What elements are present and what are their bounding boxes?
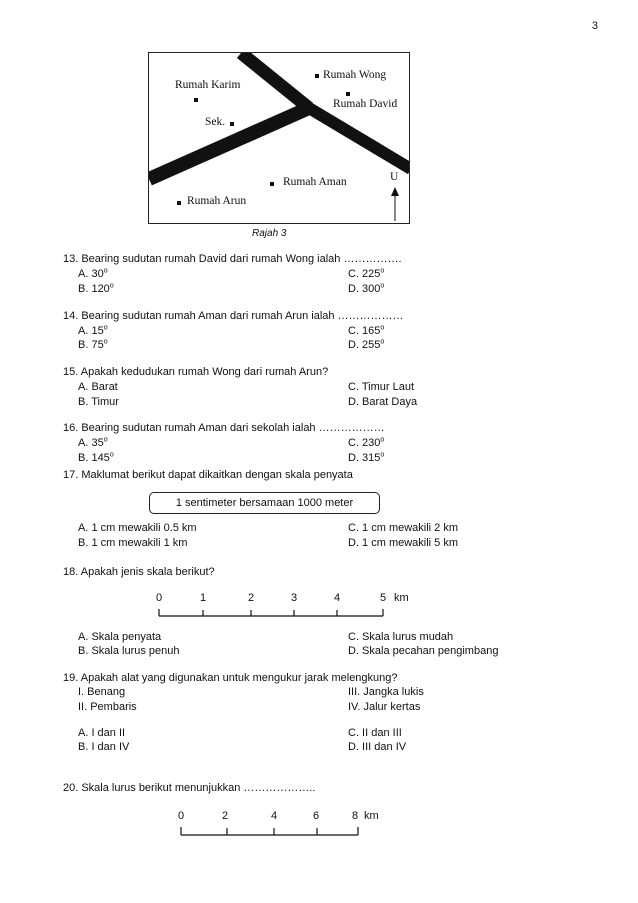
q13-option-a-degree: o xyxy=(103,267,108,275)
q19-option-c[interactable]: C. II dan III xyxy=(348,727,402,739)
scale18-tick-3: 3 xyxy=(291,592,298,604)
q13-option-d-degree: o xyxy=(380,282,385,290)
q14-option-b-degree: o xyxy=(103,338,108,346)
q15-option-d[interactable]: D. Barat Daya xyxy=(348,396,418,408)
q18-option-a[interactable]: A. Skala penyata xyxy=(78,631,162,643)
q16-option-b-text: B. 145 xyxy=(78,452,110,464)
q14-option-b-text: B. 75 xyxy=(78,339,104,351)
q13-option-a[interactable] xyxy=(78,268,108,280)
question-16-stem: 16. Bearing sudutan rumah Aman dari sekolah ialah ……………… xyxy=(63,422,385,434)
q17-option-c[interactable]: C. 1 cm mewakili 2 km xyxy=(348,522,459,534)
q16-option-d-text: D. 315 xyxy=(348,452,381,464)
q19-option-d[interactable]: D. III dan IV xyxy=(348,741,407,753)
q16-option-a-text: A. 35 xyxy=(78,437,104,449)
q14-option-c[interactable] xyxy=(348,325,384,337)
scale20-tick-2: 2 xyxy=(222,810,229,822)
scale-statement-box: 1 sentimeter bersamaan 1000 meter xyxy=(149,492,380,514)
q19-item-4: IV. Jalur kertas xyxy=(348,701,421,713)
q16-option-d-degree: o xyxy=(380,451,385,459)
label-rumah-arun: Rumah Arun xyxy=(187,195,247,207)
q13-option-c-degree: o xyxy=(380,267,385,275)
q19-option-a[interactable]: A. I dan II xyxy=(78,727,126,739)
q13-option-d[interactable] xyxy=(348,283,384,295)
scale18-tick-5: 5 xyxy=(380,592,387,604)
linear-scale-18 xyxy=(150,590,420,622)
scale18-tick-2: 2 xyxy=(248,592,255,604)
question-15-stem: 15. Apakah kedudukan rumah Wong dari rumah Arun? xyxy=(63,366,329,378)
linear-scale-20 xyxy=(172,808,402,840)
q14-option-a-text: A. 15 xyxy=(78,325,104,337)
q16-option-a-degree: o xyxy=(103,436,108,444)
question-19-stem: 19. Apakah alat yang digunakan untuk mengukur jarak melengkung? xyxy=(63,672,398,684)
q19-option-b[interactable]: B. I dan IV xyxy=(78,741,130,753)
q17-option-b[interactable]: B. 1 cm mewakili 1 km xyxy=(78,537,188,549)
north-label: U xyxy=(390,171,399,183)
q14-option-b[interactable] xyxy=(78,339,108,351)
label-sekolah: Sek. xyxy=(205,116,226,128)
q13-option-d-text: D. 300 xyxy=(348,283,381,295)
scale20-tick-0: 0 xyxy=(178,810,185,822)
question-14-stem: 14. Bearing sudutan rumah Aman dari rumah Arun ialah ……………… xyxy=(63,310,404,322)
q14-option-a-degree: o xyxy=(103,324,108,332)
q13-option-b-text: B. 120 xyxy=(78,283,110,295)
scale18-bar xyxy=(150,590,420,622)
q13-option-c-text: C. 225 xyxy=(348,268,381,280)
scale18-tick-4: 4 xyxy=(334,592,341,604)
q18-option-d[interactable]: D. Skala pecahan pengimbang xyxy=(348,645,499,657)
q14-option-d-text: D. 255 xyxy=(348,339,381,351)
q15-option-b[interactable]: B. Timur xyxy=(78,396,119,408)
scale20-tick-4: 4 xyxy=(271,810,278,822)
question-18-stem: 18. Apakah jenis skala berikut? xyxy=(63,566,215,578)
q16-option-b-degree: o xyxy=(109,451,114,459)
q16-option-c-text: C. 230 xyxy=(348,437,381,449)
map-figure xyxy=(148,52,410,224)
q19-item-3: III. Jangka lukis xyxy=(348,686,424,698)
q17-option-d[interactable]: D. 1 cm mewakili 5 km xyxy=(348,537,459,549)
q17-option-a[interactable]: A. 1 cm mewakili 0.5 km xyxy=(78,522,197,534)
question-20-stem: 20. Skala lurus berikut menunjukkan ……………….. xyxy=(63,782,316,794)
label-rumah-david: Rumah David xyxy=(333,98,398,110)
q18-option-b[interactable]: B. Skala lurus penuh xyxy=(78,645,180,657)
q14-option-a[interactable] xyxy=(78,325,108,337)
q15-option-c[interactable]: C. Timur Laut xyxy=(348,381,415,393)
label-rumah-karim: Rumah Karim xyxy=(175,79,241,91)
page-number: 3 xyxy=(591,20,598,32)
q14-option-c-text: C. 165 xyxy=(348,325,381,337)
scale18-tick-0: 0 xyxy=(156,592,163,604)
q13-option-b[interactable] xyxy=(78,283,114,295)
q15-option-a[interactable]: A. Barat xyxy=(78,381,118,393)
label-rumah-aman: Rumah Aman xyxy=(283,176,347,188)
q14-option-d[interactable] xyxy=(348,339,384,351)
q19-item-2: II. Pembaris xyxy=(78,701,137,713)
scale20-unit: km xyxy=(364,810,379,822)
q18-option-c[interactable]: C. Skala lurus mudah xyxy=(348,631,454,643)
q16-option-c[interactable] xyxy=(348,437,384,449)
q19-item-1: I. Benang xyxy=(78,686,126,698)
q16-option-c-degree: o xyxy=(380,436,385,444)
scale20-tick-6: 6 xyxy=(313,810,320,822)
q13-option-b-degree: o xyxy=(109,282,114,290)
q16-option-b[interactable] xyxy=(78,452,114,464)
question-13-stem: 13. Bearing sudutan rumah David dari rumah Wong ialah ……………. xyxy=(63,253,402,265)
question-17-stem: 17. Maklumat berikut dapat dikaitkan dengan skala penyata xyxy=(63,469,353,481)
scale18-tick-1: 1 xyxy=(200,592,207,604)
scale18-unit: km xyxy=(394,592,409,604)
q13-option-c[interactable] xyxy=(348,268,384,280)
scale20-bar xyxy=(172,808,402,840)
q16-option-a[interactable] xyxy=(78,437,108,449)
q14-option-c-degree: o xyxy=(380,324,385,332)
label-rumah-wong: Rumah Wong xyxy=(323,69,387,81)
q13-option-a-text: A. 30 xyxy=(78,268,104,280)
q16-option-d[interactable] xyxy=(348,452,384,464)
q14-option-d-degree: o xyxy=(380,338,385,346)
scale20-tick-8: 8 xyxy=(352,810,359,822)
figure-caption: Rajah 3 xyxy=(252,228,287,239)
